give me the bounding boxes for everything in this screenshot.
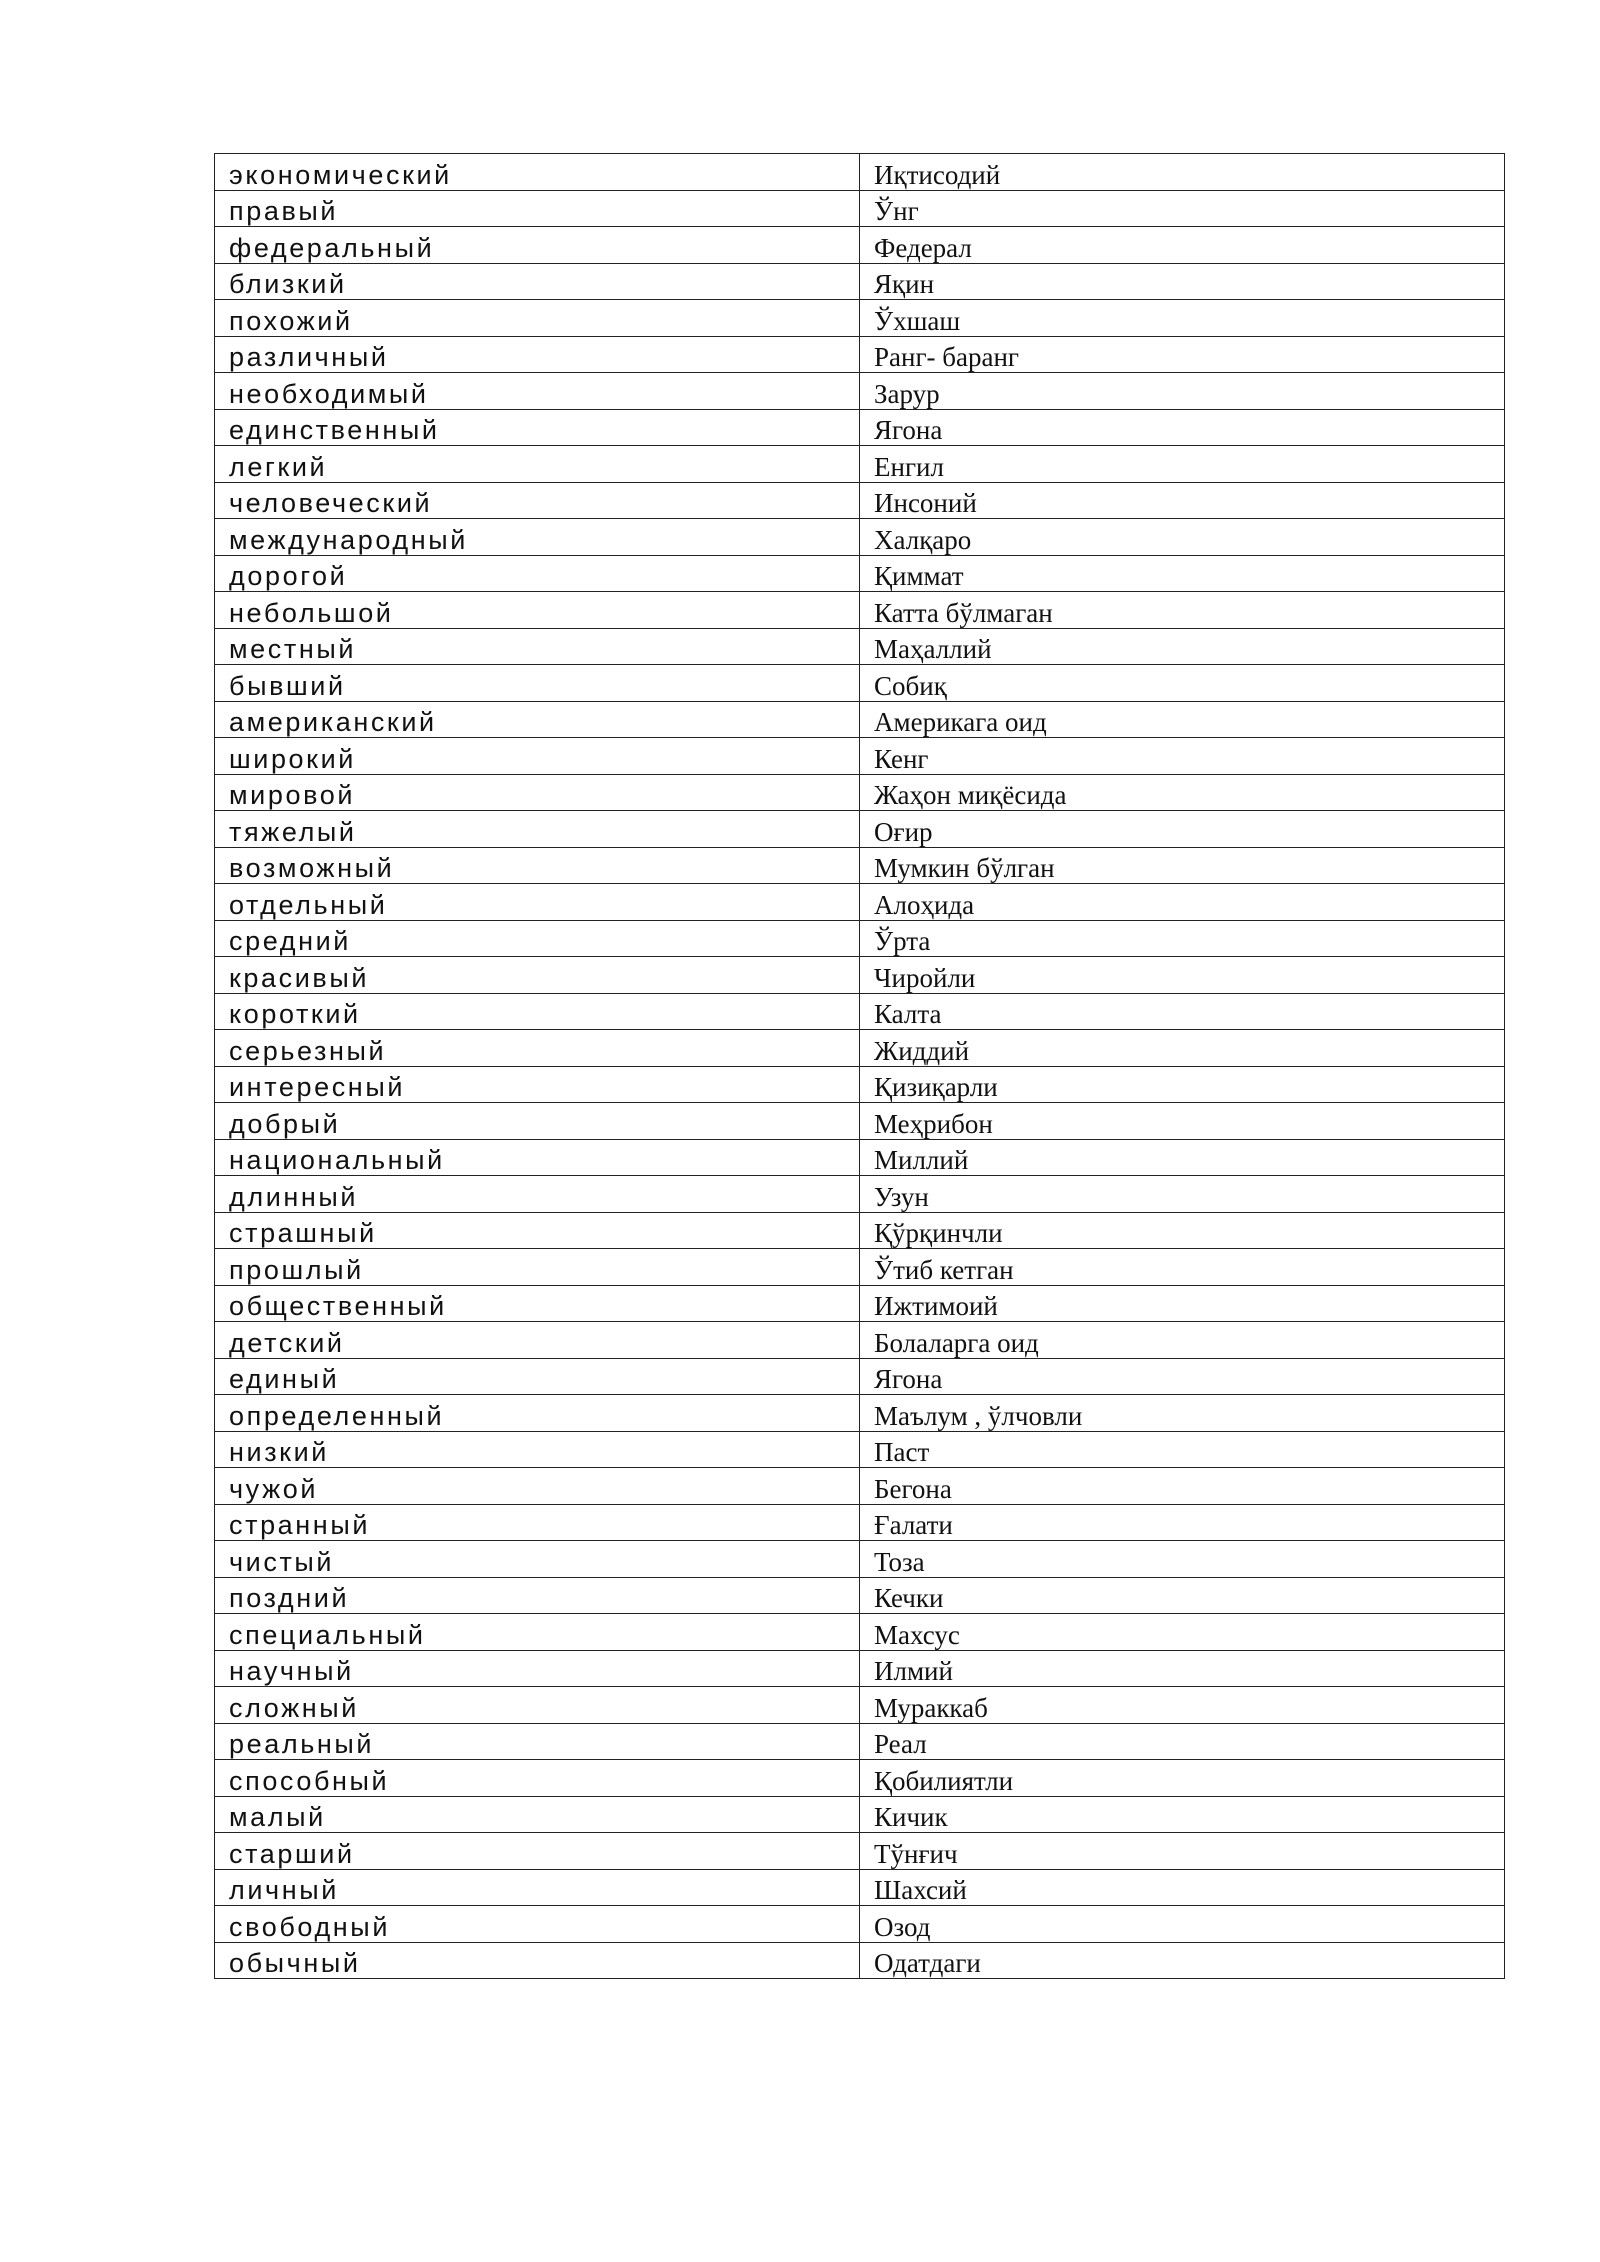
uzbek-translation-cell: Шахсий: [860, 1869, 1505, 1906]
table-row: [215, 1942, 1505, 1979]
russian-word-cell: правый: [215, 190, 860, 227]
table-row: [215, 1796, 1505, 1833]
russian-word-cell: человеческий: [215, 482, 860, 519]
table-row: [215, 446, 1505, 483]
uzbek-translation-cell: Тўнғич: [860, 1833, 1505, 1870]
table-row: [215, 555, 1505, 592]
russian-word-cell: тяжелый: [215, 811, 860, 848]
russian-word-cell: необходимый: [215, 373, 860, 410]
russian-word-cell: мировой: [215, 774, 860, 811]
uzbek-translation-cell: Америкага оид: [860, 701, 1505, 738]
uzbek-translation-cell: Реал: [860, 1723, 1505, 1760]
russian-word-cell: местный: [215, 628, 860, 665]
russian-word-cell: небольшой: [215, 592, 860, 629]
uzbek-translation-cell: Тоза: [860, 1541, 1505, 1578]
table-row: [215, 665, 1505, 702]
uzbek-translation-cell: Узун: [860, 1176, 1505, 1213]
russian-word-cell: похожий: [215, 300, 860, 337]
russian-word-cell: старший: [215, 1833, 860, 1870]
uzbek-translation-cell: Ягона: [860, 409, 1505, 446]
table-row: [215, 1650, 1505, 1687]
russian-word-cell: короткий: [215, 993, 860, 1030]
uzbek-translation-cell: Миллий: [860, 1139, 1505, 1176]
uzbek-translation-cell: Меҳрибон: [860, 1103, 1505, 1140]
russian-word-cell: личный: [215, 1869, 860, 1906]
uzbek-translation-cell: Бегона: [860, 1468, 1505, 1505]
table-row: [215, 1103, 1505, 1140]
uzbek-translation-cell: Ўтиб кетган: [860, 1249, 1505, 1286]
russian-word-cell: определенный: [215, 1395, 860, 1432]
russian-word-cell: различный: [215, 336, 860, 373]
table-row: [215, 1687, 1505, 1724]
table-row: [215, 884, 1505, 921]
russian-word-cell: дорогой: [215, 555, 860, 592]
table-row: [215, 336, 1505, 373]
russian-word-cell: добрый: [215, 1103, 860, 1140]
uzbek-translation-cell: Ўнг: [860, 190, 1505, 227]
russian-word-cell: общественный: [215, 1285, 860, 1322]
russian-word-cell: интересный: [215, 1066, 860, 1103]
russian-word-cell: красивый: [215, 957, 860, 994]
table-row: [215, 1723, 1505, 1760]
russian-word-cell: странный: [215, 1504, 860, 1541]
uzbek-translation-cell: Ғалати: [860, 1504, 1505, 1541]
table-row: [215, 409, 1505, 446]
vocabulary-table: [214, 153, 1505, 1979]
russian-word-cell: обычный: [215, 1942, 860, 1979]
table-row: [215, 1833, 1505, 1870]
table-row: [215, 1760, 1505, 1797]
russian-word-cell: малый: [215, 1796, 860, 1833]
russian-word-cell: специальный: [215, 1614, 860, 1651]
uzbek-translation-cell: Собиқ: [860, 665, 1505, 702]
table-row: [215, 920, 1505, 957]
russian-word-cell: чужой: [215, 1468, 860, 1505]
table-row: [215, 811, 1505, 848]
russian-word-cell: страшный: [215, 1212, 860, 1249]
russian-word-cell: отдельный: [215, 884, 860, 921]
vocabulary-table-body: [215, 154, 1505, 1979]
uzbek-translation-cell: Қўрқинчли: [860, 1212, 1505, 1249]
russian-word-cell: единый: [215, 1358, 860, 1395]
table-row: [215, 1468, 1505, 1505]
uzbek-translation-cell: Яқин: [860, 263, 1505, 300]
table-row: [215, 190, 1505, 227]
table-row: [215, 263, 1505, 300]
table-row: [215, 1869, 1505, 1906]
russian-word-cell: единственный: [215, 409, 860, 446]
table-row: [215, 628, 1505, 665]
russian-word-cell: свободный: [215, 1906, 860, 1943]
table-row: [215, 1030, 1505, 1067]
uzbek-translation-cell: Маҳаллий: [860, 628, 1505, 665]
russian-word-cell: легкий: [215, 446, 860, 483]
uzbek-translation-cell: Қобилиятли: [860, 1760, 1505, 1797]
russian-word-cell: чистый: [215, 1541, 860, 1578]
table-row: [215, 300, 1505, 337]
russian-word-cell: американский: [215, 701, 860, 738]
uzbek-translation-cell: Маълум , ўлчовли: [860, 1395, 1505, 1432]
uzbek-translation-cell: Ягона: [860, 1358, 1505, 1395]
table-row: [215, 1249, 1505, 1286]
russian-word-cell: бывший: [215, 665, 860, 702]
uzbek-translation-cell: Чиройли: [860, 957, 1505, 994]
uzbek-translation-cell: Катта бўлмаган: [860, 592, 1505, 629]
russian-word-cell: длинный: [215, 1176, 860, 1213]
table-row: [215, 592, 1505, 629]
table-row: [215, 373, 1505, 410]
russian-word-cell: поздний: [215, 1577, 860, 1614]
russian-word-cell: детский: [215, 1322, 860, 1359]
uzbek-translation-cell: Кенг: [860, 738, 1505, 775]
uzbek-translation-cell: Ўрта: [860, 920, 1505, 957]
table-row: [215, 1285, 1505, 1322]
uzbek-translation-cell: Мумкин бўлган: [860, 847, 1505, 884]
uzbek-translation-cell: Кичик: [860, 1796, 1505, 1833]
russian-word-cell: национальный: [215, 1139, 860, 1176]
uzbek-translation-cell: Илмий: [860, 1650, 1505, 1687]
russian-word-cell: реальный: [215, 1723, 860, 1760]
table-row: [215, 1139, 1505, 1176]
uzbek-translation-cell: Халқаро: [860, 519, 1505, 556]
uzbek-translation-cell: Ранг- баранг: [860, 336, 1505, 373]
russian-word-cell: низкий: [215, 1431, 860, 1468]
uzbek-translation-cell: Қиммат: [860, 555, 1505, 592]
table-row: [215, 847, 1505, 884]
table-row: [215, 482, 1505, 519]
table-row: [215, 993, 1505, 1030]
russian-word-cell: близкий: [215, 263, 860, 300]
uzbek-translation-cell: Оғир: [860, 811, 1505, 848]
table-row: [215, 1395, 1505, 1432]
table-row: [215, 1504, 1505, 1541]
uzbek-translation-cell: Паст: [860, 1431, 1505, 1468]
uzbek-translation-cell: Болаларга оид: [860, 1322, 1505, 1359]
uzbek-translation-cell: Қизиқарли: [860, 1066, 1505, 1103]
uzbek-translation-cell: Калта: [860, 993, 1505, 1030]
uzbek-translation-cell: Енгил: [860, 446, 1505, 483]
table-row: [215, 519, 1505, 556]
table-row: [215, 1176, 1505, 1213]
russian-word-cell: возможный: [215, 847, 860, 884]
uzbek-translation-cell: Озод: [860, 1906, 1505, 1943]
uzbek-translation-cell: Алоҳида: [860, 884, 1505, 921]
table-row: [215, 154, 1505, 191]
table-row: [215, 1906, 1505, 1943]
uzbek-translation-cell: Одатдаги: [860, 1942, 1505, 1979]
table-row: [215, 1358, 1505, 1395]
table-row: [215, 1322, 1505, 1359]
table-row: [215, 957, 1505, 994]
russian-word-cell: экономический: [215, 154, 860, 191]
uzbek-translation-cell: Федерал: [860, 227, 1505, 264]
uzbek-translation-cell: Жаҳон миқёсида: [860, 774, 1505, 811]
table-row: [215, 1614, 1505, 1651]
table-row: [215, 1577, 1505, 1614]
uzbek-translation-cell: Ижтимоий: [860, 1285, 1505, 1322]
uzbek-translation-cell: Ўхшаш: [860, 300, 1505, 337]
table-row: [215, 701, 1505, 738]
russian-word-cell: способный: [215, 1760, 860, 1797]
uzbek-translation-cell: Инсоний: [860, 482, 1505, 519]
russian-word-cell: широкий: [215, 738, 860, 775]
uzbek-translation-cell: Кечки: [860, 1577, 1505, 1614]
table-row: [215, 738, 1505, 775]
russian-word-cell: серьезный: [215, 1030, 860, 1067]
table-row: [215, 1431, 1505, 1468]
uzbek-translation-cell: Иқтисодий: [860, 154, 1505, 191]
russian-word-cell: прошлый: [215, 1249, 860, 1286]
table-row: [215, 774, 1505, 811]
russian-word-cell: сложный: [215, 1687, 860, 1724]
table-row: [215, 227, 1505, 264]
table-row: [215, 1541, 1505, 1578]
uzbek-translation-cell: Махсус: [860, 1614, 1505, 1651]
russian-word-cell: международный: [215, 519, 860, 556]
table-row: [215, 1212, 1505, 1249]
uzbek-translation-cell: Мураккаб: [860, 1687, 1505, 1724]
uzbek-translation-cell: Жиддий: [860, 1030, 1505, 1067]
russian-word-cell: средний: [215, 920, 860, 957]
uzbek-translation-cell: Зарур: [860, 373, 1505, 410]
russian-word-cell: федеральный: [215, 227, 860, 264]
russian-word-cell: научный: [215, 1650, 860, 1687]
table-row: [215, 1066, 1505, 1103]
